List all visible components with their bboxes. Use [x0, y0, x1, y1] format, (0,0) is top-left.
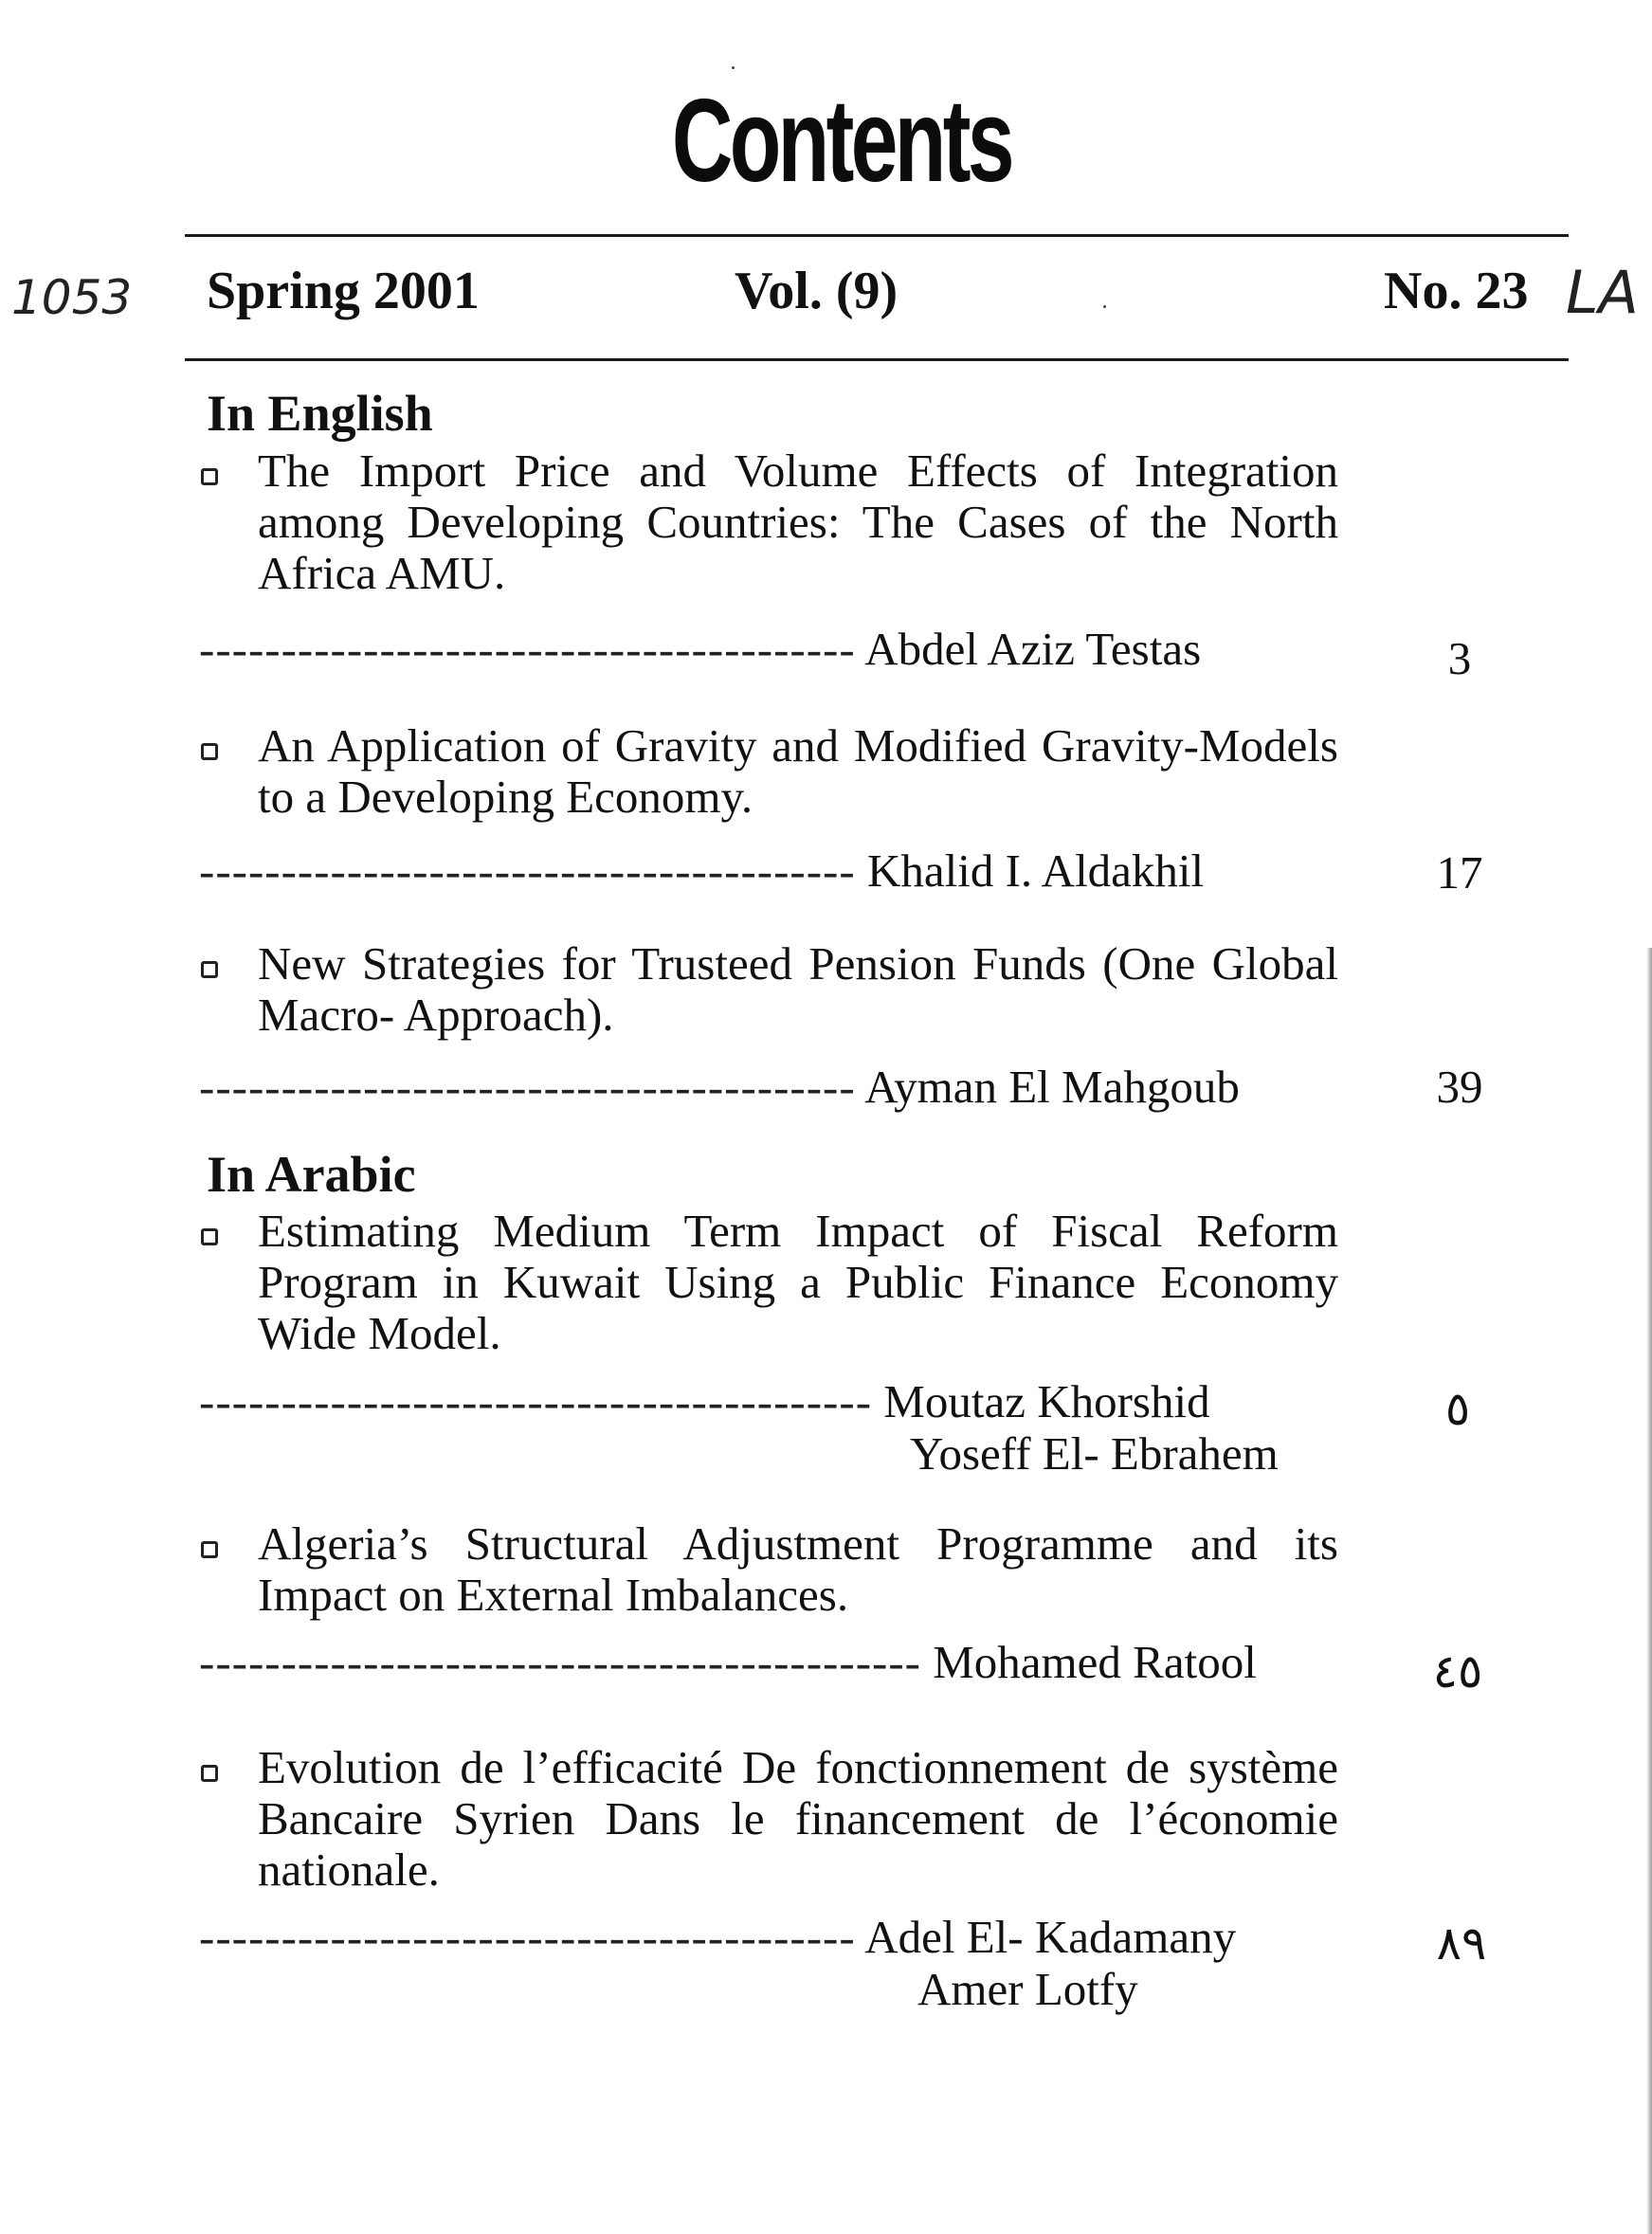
- header-top-rule: [185, 234, 1569, 237]
- issue-season: Spring 2001: [207, 262, 480, 320]
- scan-edge-shadow: [1646, 948, 1652, 2234]
- article-title: The Import Price and Volume Effects of Integration among Developing Countries: The Cases of the North Africa AMU.: [258, 445, 1338, 599]
- article-author: Mohamed Ratool: [933, 1636, 1257, 1688]
- article-author: Khalid I. Aldakhil: [866, 845, 1205, 897]
- article-byline: [199, 622, 1336, 676]
- article-entry[interactable]: [201, 1742, 1338, 1896]
- article-author: Abdel Aziz Testas: [864, 623, 1202, 675]
- article-coauthor: Yoseff El- Ebrahem: [910, 1427, 1279, 1480]
- article-entry[interactable]: [201, 445, 1338, 599]
- article-title: An Application of Gravity and Modified Gravity-Models to a Developing Economy.: [258, 719, 1338, 823]
- handwritten-note-right: LA: [1566, 258, 1639, 327]
- scan-speck: [1103, 305, 1106, 308]
- article-title: New Strategies for Trusteed Pension Funds (One Global Macro- Approach).: [258, 937, 1338, 1041]
- header-bottom-rule: [185, 358, 1569, 361]
- leader-dashes: --------------------------------------------: [199, 1636, 921, 1688]
- article-entry[interactable]: [201, 1518, 1338, 1621]
- section-heading-english: In English: [207, 385, 433, 442]
- article-byline: [199, 1374, 1336, 1428]
- leader-dashes: ----------------------------------------: [199, 1061, 856, 1113]
- handwritten-note-left: 1053: [11, 270, 133, 325]
- leader-dashes: -----------------------------------------: [199, 1375, 873, 1427]
- article-author: Adel El- Kadamany: [864, 1911, 1237, 1963]
- article-byline: [199, 844, 1336, 898]
- leader-dashes: ----------------------------------------: [199, 1911, 856, 1963]
- leader-dashes: ----------------------------------------: [199, 623, 856, 675]
- article-entry[interactable]: [201, 720, 1338, 823]
- page-title: Contents: [671, 76, 1011, 207]
- article-entry[interactable]: [201, 1206, 1338, 1359]
- checkbox-bullet-icon: [201, 743, 218, 760]
- article-author: Ayman El Mahgoub: [864, 1061, 1240, 1113]
- article-title: Algeria’s Structural Adjustment Programme and its Impact on External Imbalances.: [258, 1517, 1338, 1621]
- checkbox-bullet-icon: [201, 1541, 218, 1558]
- article-byline: [199, 1910, 1336, 1964]
- article-byline: [199, 1635, 1336, 1689]
- checkbox-bullet-icon: [201, 1228, 218, 1245]
- checkbox-bullet-icon: [201, 468, 218, 485]
- issue-number: No. 23: [1384, 262, 1529, 320]
- article-page-number: 3: [1447, 632, 1472, 684]
- checkbox-bullet-icon: [201, 961, 218, 978]
- article-page-number: ٥: [1444, 1383, 1471, 1435]
- article-title: Estimating Medium Term Impact of Fiscal Reform Program in Kuwait Using a Public Finance Economy Wide Model.: [258, 1205, 1338, 1359]
- article-page-number: 17: [1436, 846, 1483, 899]
- section-heading-arabic: In Arabic: [207, 1146, 416, 1203]
- article-title: Evolution de l’efficacité De fonctionnement de système Bancaire Syrien Dans le financement de l’économie nationale.: [258, 1741, 1338, 1896]
- checkbox-bullet-icon: [201, 1765, 218, 1782]
- article-byline: [199, 1060, 1336, 1114]
- article-page-number: ٤٥: [1432, 1645, 1483, 1698]
- leader-dashes: ----------------------------------------: [199, 845, 856, 897]
- article-coauthor: Amer Lotfy: [917, 1963, 1138, 2015]
- scan-speck: [732, 66, 735, 69]
- article-entry[interactable]: [201, 938, 1338, 1041]
- article-page-number: ٨٩: [1436, 1917, 1487, 1970]
- issue-volume: Vol. (9): [735, 262, 899, 320]
- article-page-number: 39: [1436, 1061, 1483, 1113]
- article-author: Moutaz Khorshid: [883, 1375, 1210, 1427]
